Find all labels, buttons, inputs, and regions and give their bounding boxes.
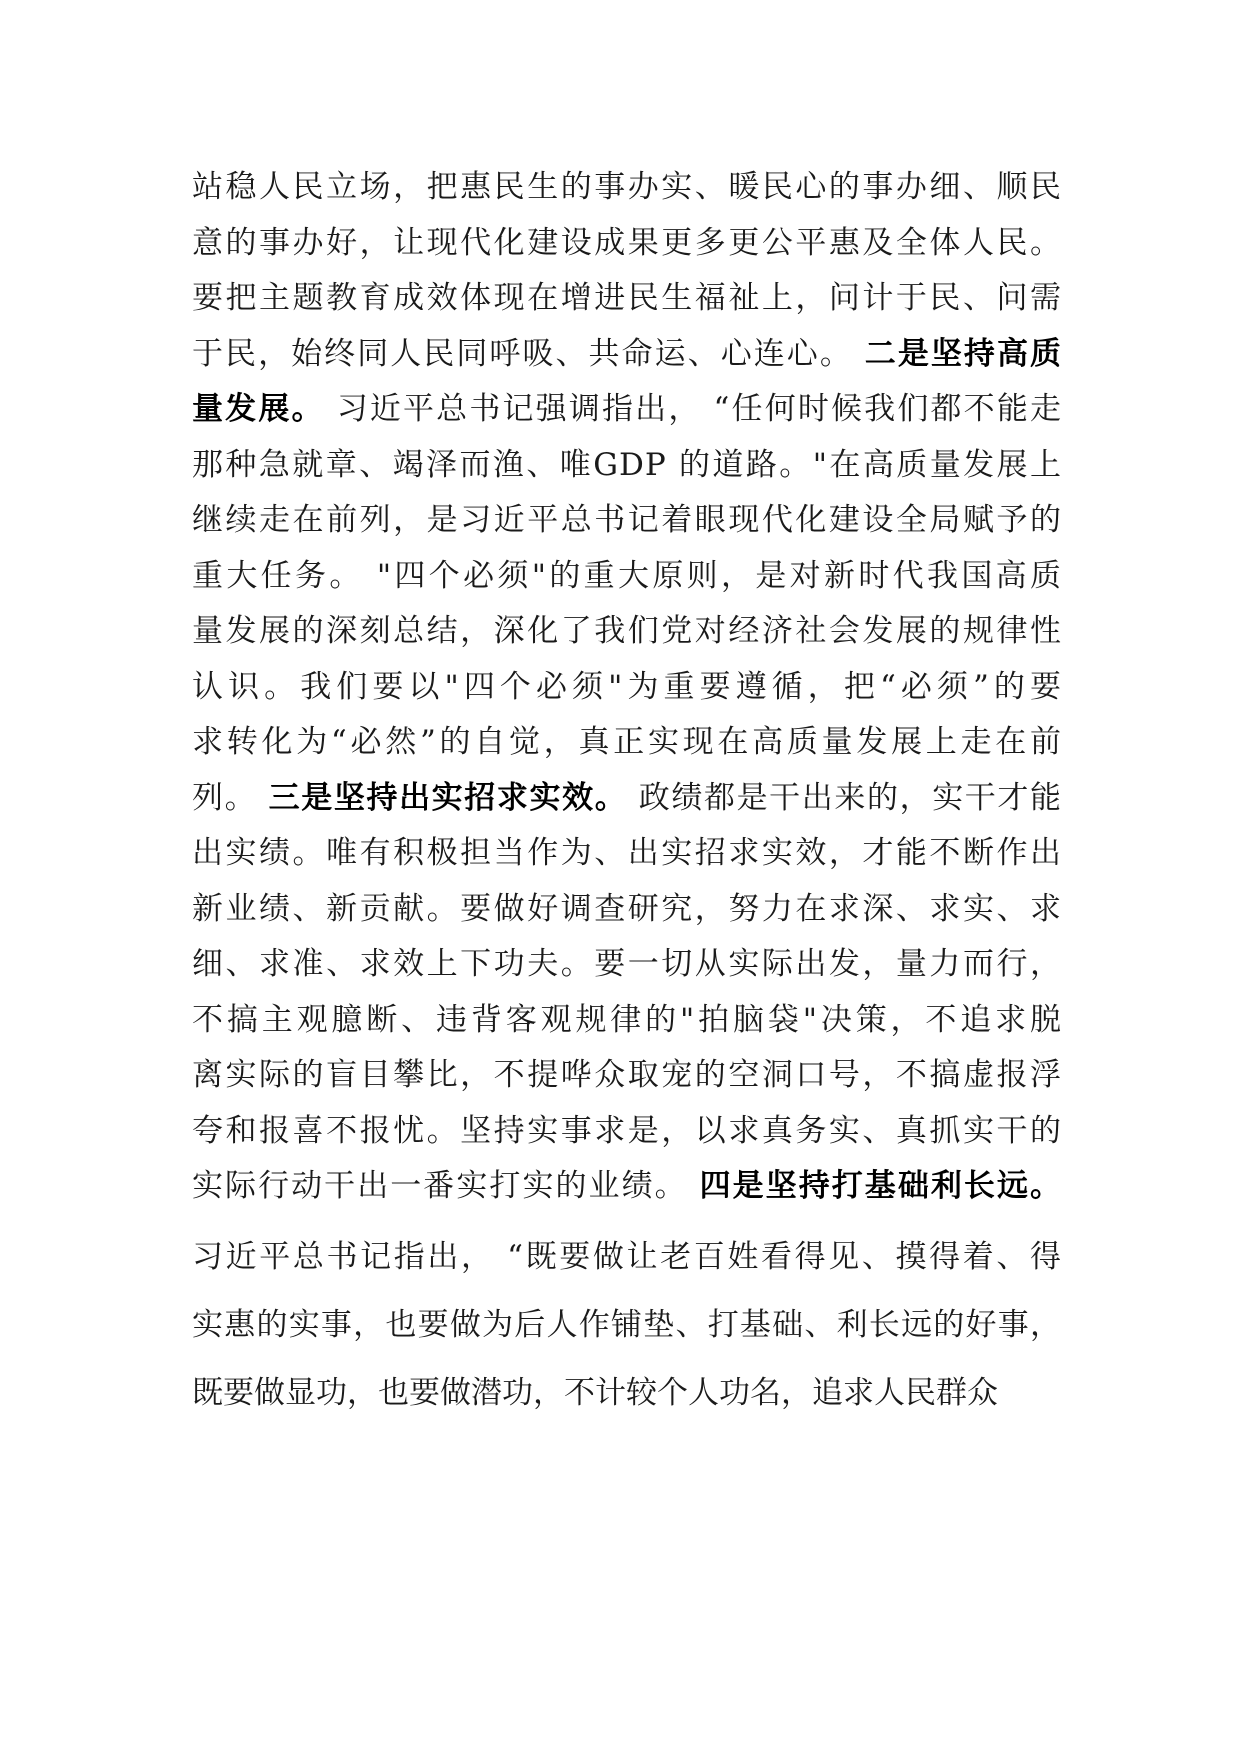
text-run: 求转化为“必然”的自觉，真正实现在高质量发展上走在前: [192, 724, 1062, 760]
text-run: 于民，始终同人民同呼吸、共命运、心连心。: [192, 335, 865, 372]
text-run: 继续走在前列，是习近平总书记着眼现代化建设全局赋予的: [192, 502, 1062, 538]
text-line: [192, 771, 1062, 827]
text-line: [192, 493, 1062, 549]
text-line: [192, 271, 1062, 327]
text-line: [192, 660, 1062, 716]
text-run: 政绩都是干出来的，实干才能: [627, 779, 1063, 816]
text-run: 要把主题教育成效体现在增进民生福祉上，问计于民、问需: [192, 280, 1062, 316]
text-line: [192, 216, 1062, 272]
bold-heading-text: 三是坚持出实招求实效。: [268, 779, 628, 816]
text-run: 认识。我们要以"四个必须"为重要遵循，把“必须”的要: [192, 668, 1062, 705]
text-run: 出实绩。唯有积极担当作为、出实招求实效，才能不断作出: [192, 835, 1062, 871]
text-line: [192, 1048, 1062, 1104]
text-line: [192, 993, 1062, 1049]
text-line: [192, 382, 1062, 438]
text-run: 站稳人民立场，把惠民生的事办实、暖民心的事办细、顺民: [192, 169, 1062, 205]
text-line: [192, 1104, 1062, 1160]
text-run: 新业绩、新贡献。要做好调查研究，努力在求深、求实、求: [192, 890, 1062, 927]
text-run: 习近平总书记指出， “既要做让老百姓看得见、摸得着、得: [192, 1238, 1062, 1275]
text-run: 既要做显功，也要做潜功，不计较个人功名，追求人民群众: [192, 1374, 998, 1411]
bold-heading-text: 量发展。: [192, 391, 325, 427]
text-line: [192, 327, 1062, 383]
text-line: [192, 1359, 1062, 1427]
text-run: 实惠的实事，也要做为后人作铺垫、打基础、利长远的好事，: [192, 1306, 1062, 1343]
text-line: [192, 604, 1062, 660]
text-run: 列。: [192, 779, 269, 816]
text-run: 那种急就章、竭泽而渔、唯GDP 的道路。"在高质量发展上: [192, 446, 1062, 483]
text-run: 意的事办好，让现代化建设成果更多更公平惠及全体人民。: [192, 224, 1062, 261]
text-run: 实际行动干出一番实打实的业绩。: [192, 1168, 700, 1204]
text-run: 量发展的深刻总结，深化了我们党对经济社会发展的规律性: [192, 613, 1062, 649]
text-run: 重大任务。 "四个必须"的重大原则，是对新时代我国高质: [192, 557, 1062, 594]
bold-heading-text: 二是坚持高质: [864, 335, 1062, 372]
body-text: [192, 160, 1062, 1427]
text-line: [192, 882, 1062, 938]
text-run: 离实际的盲目攀比，不提哗众取宠的空洞口号，不搞虚报浮: [192, 1057, 1062, 1093]
text-line: [192, 715, 1062, 771]
text-line: [192, 1291, 1062, 1359]
text-run: 习近平总书记强调指出， “任何时候我们都不能走: [324, 391, 1063, 427]
text-run: 不搞主观臆断、违背客观规律的"拍脑袋"决策，不追求脱: [192, 1001, 1062, 1038]
text-line: [192, 826, 1062, 882]
text-line: [192, 1159, 1062, 1215]
text-run: 夸和报喜不报忧。坚持实事求是，以求真务实、真抓实干的: [192, 1112, 1062, 1149]
text-line: [192, 438, 1062, 494]
text-run: 细、求准、求效上下功夫。要一切从实际出发，量力而行，: [192, 946, 1062, 982]
bold-heading-text: 四是坚持打基础利长远。: [699, 1168, 1063, 1204]
text-line: [192, 160, 1062, 216]
text-line: [192, 1223, 1062, 1291]
text-line: [192, 937, 1062, 993]
text-line: [192, 549, 1062, 605]
